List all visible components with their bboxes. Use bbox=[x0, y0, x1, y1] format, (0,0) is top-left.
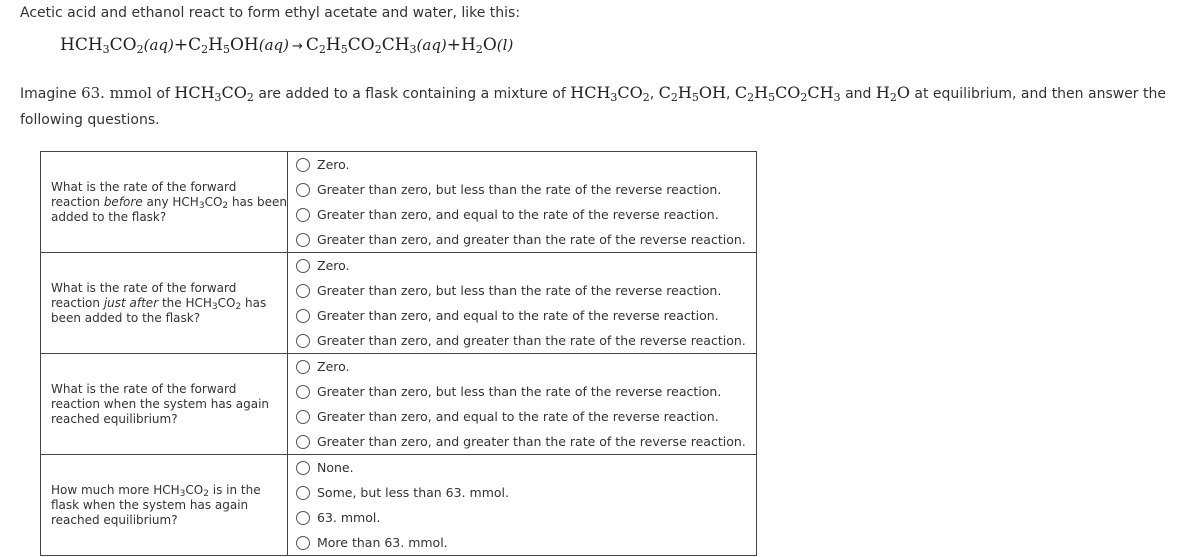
question-text: Imagine 63. mmol of $HCH_3CO_2$ are added to a flask containing a mixture of $HCH_3CO_2$, $C_2H_5OH$, $C_2H_5CO_2CH_3$ and $H_2O$ at equilibrium, and then answer the following questions. bbox=[20, 83, 1166, 128]
radio-button[interactable] bbox=[296, 360, 310, 374]
option-more-than[interactable] bbox=[288, 530, 756, 555]
reactant-ethanol: $C_2H_5OH(aq)$ bbox=[188, 35, 289, 56]
option-less-than-reverse[interactable] bbox=[288, 177, 756, 202]
option-equal-amount[interactable] bbox=[288, 505, 756, 530]
option-less-than-reverse[interactable] bbox=[288, 379, 756, 404]
option-greater-than-reverse[interactable] bbox=[288, 328, 756, 353]
question-row-3 bbox=[41, 354, 757, 455]
options-group-3 bbox=[288, 354, 757, 455]
option-label: Zero. bbox=[317, 359, 350, 374]
radio-button[interactable] bbox=[296, 435, 310, 449]
option-equal-to-reverse[interactable] bbox=[288, 303, 756, 328]
option-label: None. bbox=[317, 460, 354, 475]
option-greater-than-reverse[interactable] bbox=[288, 429, 756, 454]
option-label: Greater than zero, and equal to the rate of the reverse reaction. bbox=[317, 308, 719, 323]
radio-button[interactable] bbox=[296, 511, 310, 525]
reaction-equation: $HCH_3CO_2(aq)+C_2H_5OH(aq) \to C_2H_5CO_2CH_3(aq)+H_2O(l)$ bbox=[60, 35, 514, 56]
question-prompt-2: What is the rate of the forward reaction just after the $HCH_3CO_2$ has been added to the flask? bbox=[41, 253, 288, 354]
radio-button[interactable] bbox=[296, 158, 310, 172]
option-zero[interactable] bbox=[288, 354, 756, 379]
radio-button[interactable] bbox=[296, 183, 310, 197]
product-ethyl-acetate: $C_2H_5CO_2CH_3(aq)$ bbox=[305, 35, 447, 56]
question-prompt-3: What is the rate of the forward reaction when the system has again reached equilibrium? bbox=[41, 354, 288, 455]
radio-button[interactable] bbox=[296, 410, 310, 424]
option-zero[interactable] bbox=[288, 152, 756, 177]
question-row-1 bbox=[41, 152, 757, 253]
option-label: Zero. bbox=[317, 157, 350, 172]
question-prompt-1: What is the rate of the forward reaction before any $HCH_3CO_2$ has been added to the flask? bbox=[41, 152, 288, 253]
question-row-4 bbox=[41, 455, 757, 556]
reactant-acetic-acid: $HCH_3CO_2(aq)$ bbox=[60, 35, 174, 56]
options-group-4 bbox=[288, 455, 757, 556]
radio-button[interactable] bbox=[296, 385, 310, 399]
option-label: 63. mmol. bbox=[317, 510, 381, 525]
question-table bbox=[40, 151, 757, 556]
option-label: Greater than zero, and equal to the rate of the reverse reaction. bbox=[317, 409, 719, 424]
option-less-than-reverse[interactable] bbox=[288, 278, 756, 303]
radio-button[interactable] bbox=[296, 284, 310, 298]
option-label: Greater than zero, and greater than the rate of the reverse reaction. bbox=[317, 434, 746, 449]
option-label: Zero. bbox=[317, 258, 350, 273]
options-group-2 bbox=[288, 253, 757, 354]
option-label: Greater than zero, but less than the rate of the reverse reaction. bbox=[317, 182, 722, 197]
radio-button[interactable] bbox=[296, 334, 310, 348]
option-equal-to-reverse[interactable] bbox=[288, 404, 756, 429]
option-greater-than-reverse[interactable] bbox=[288, 227, 756, 252]
amount-value: 63. mmol bbox=[81, 84, 152, 102]
option-label: Greater than zero, and greater than the rate of the reverse reaction. bbox=[317, 333, 746, 348]
option-label: Greater than zero, and greater than the rate of the reverse reaction. bbox=[317, 232, 746, 247]
question-prompt-4: How much more $HCH_3CO_2$ is in the flask when the system has again reached equilibrium? bbox=[41, 455, 288, 556]
intro-text: Acetic acid and ethanol react to form ethyl acetate and water, like this: bbox=[20, 5, 521, 21]
question-row-2 bbox=[41, 253, 757, 354]
option-label: Greater than zero, but less than the rate of the reverse reaction. bbox=[317, 384, 722, 399]
option-label: Greater than zero, and equal to the rate of the reverse reaction. bbox=[317, 207, 719, 222]
option-label: Greater than zero, but less than the rate of the reverse reaction. bbox=[317, 283, 722, 298]
option-none[interactable] bbox=[288, 455, 756, 480]
options-group-1 bbox=[288, 152, 757, 253]
product-water: $H_2O(l)$ bbox=[461, 35, 514, 56]
radio-button[interactable] bbox=[296, 461, 310, 475]
option-label: Some, but less than 63. mmol. bbox=[317, 485, 509, 500]
radio-button[interactable] bbox=[296, 536, 310, 550]
option-equal-to-reverse[interactable] bbox=[288, 202, 756, 227]
radio-button[interactable] bbox=[296, 233, 310, 247]
option-zero[interactable] bbox=[288, 253, 756, 278]
option-label: More than 63. mmol. bbox=[317, 535, 448, 550]
option-some-less[interactable] bbox=[288, 480, 756, 505]
reaction-arrow: → bbox=[291, 39, 303, 54]
radio-button[interactable] bbox=[296, 208, 310, 222]
radio-button[interactable] bbox=[296, 486, 310, 500]
radio-button[interactable] bbox=[296, 259, 310, 273]
radio-button[interactable] bbox=[296, 309, 310, 323]
